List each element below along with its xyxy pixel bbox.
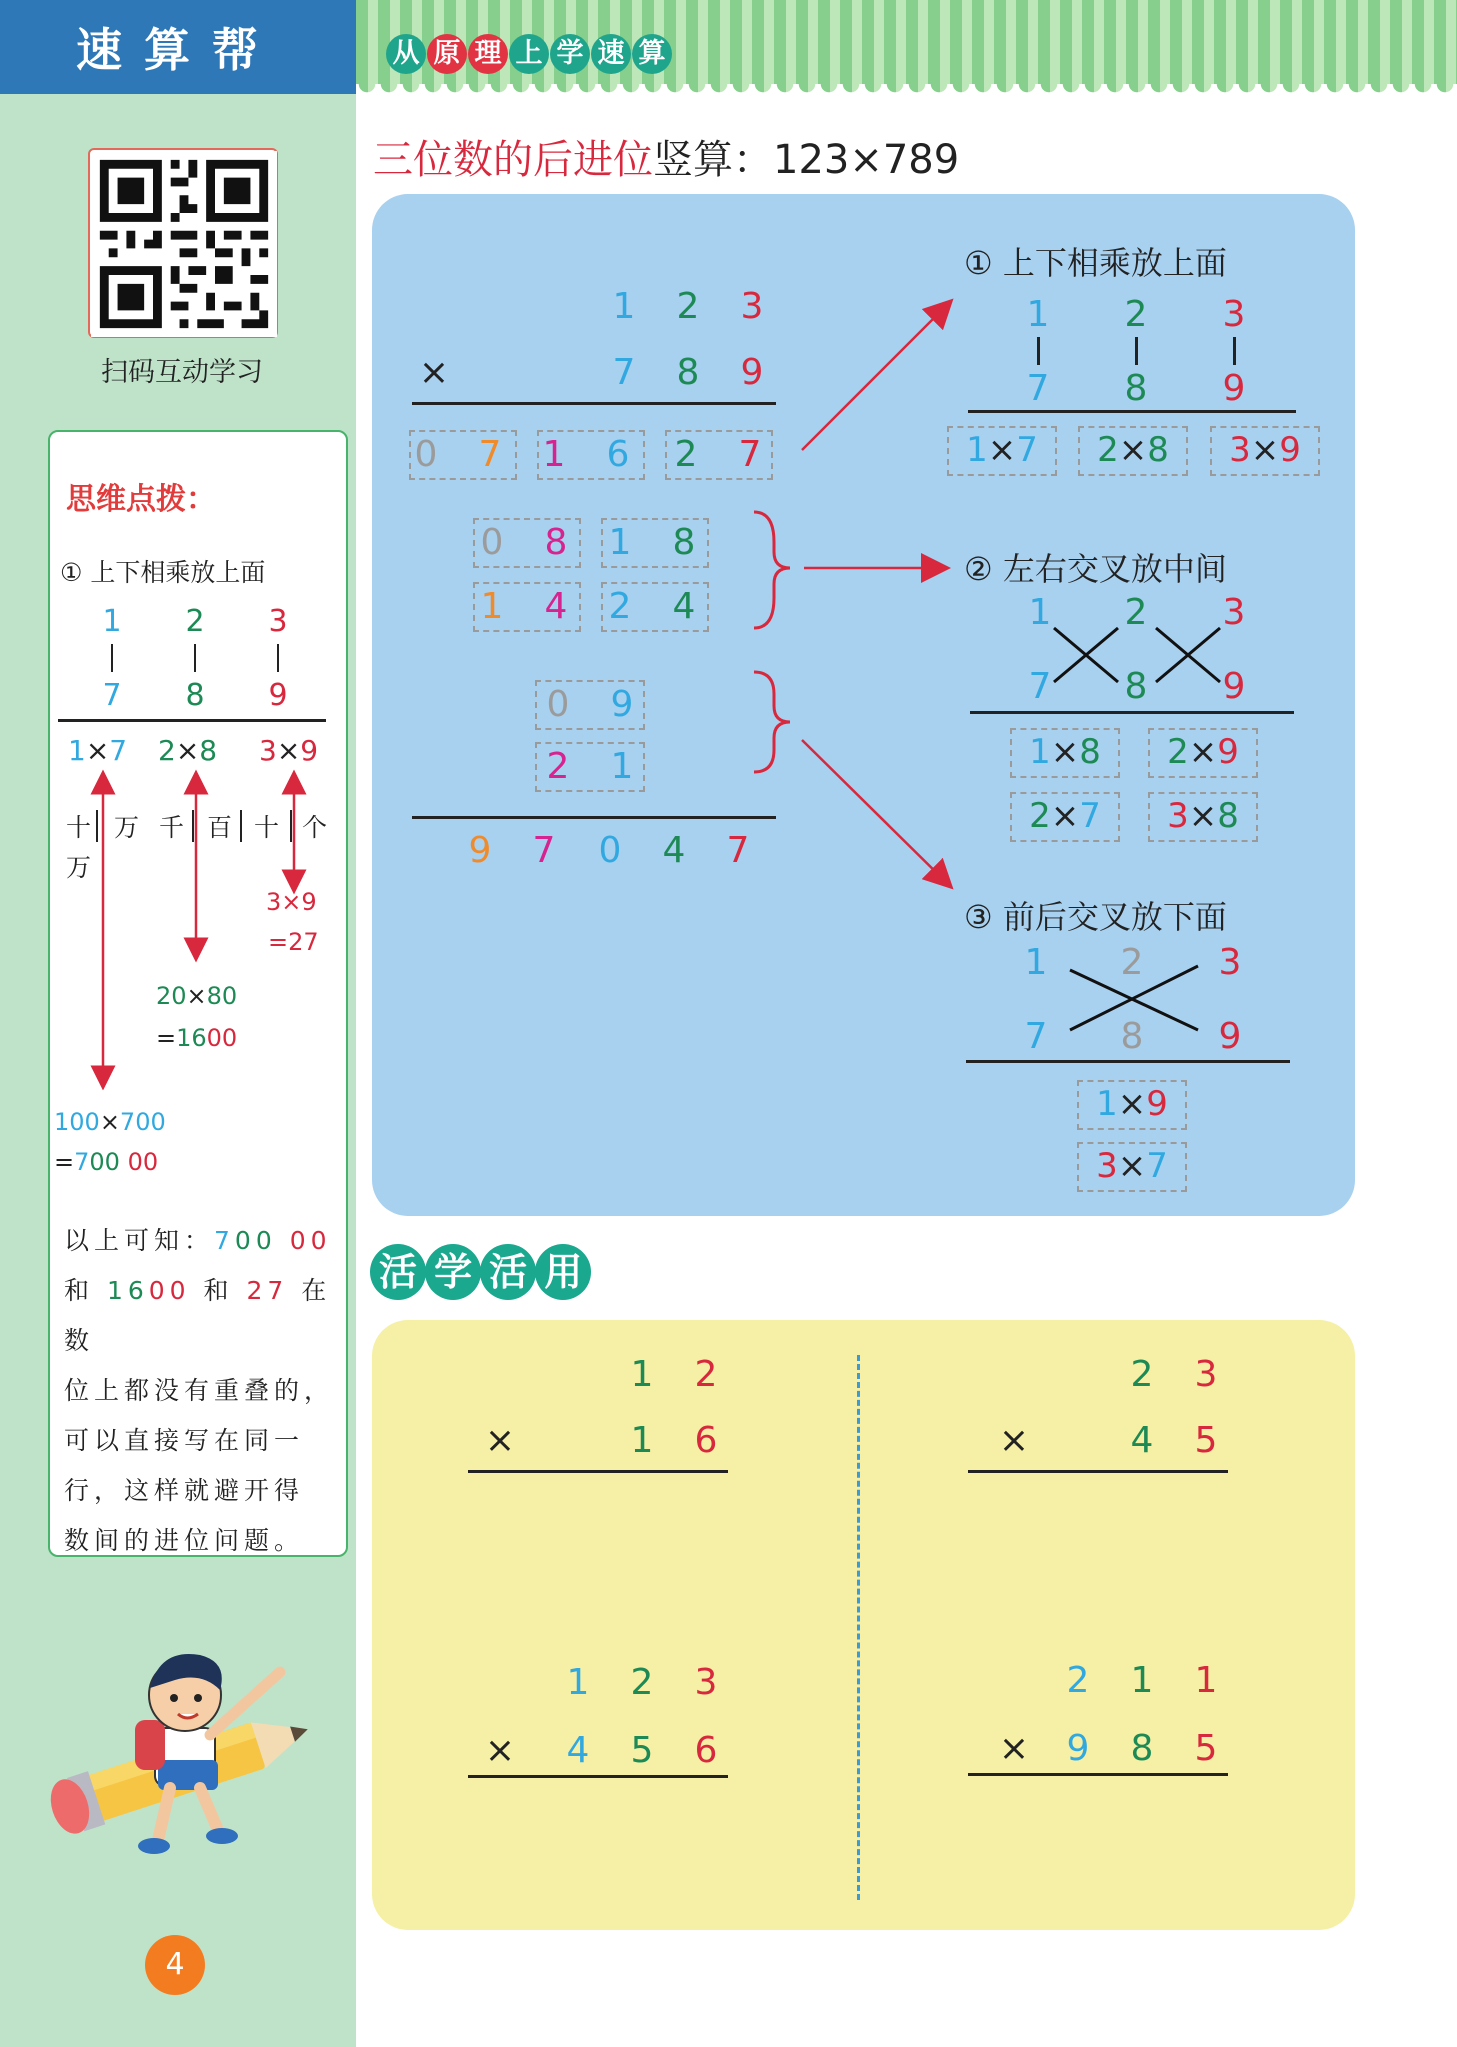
place-label: 万 <box>114 813 140 842</box>
problem-digit: 5 <box>1194 1420 1218 1461</box>
calc-ten-thousands: =700 00 <box>54 1148 159 1176</box>
answer-line <box>468 1470 728 1473</box>
tip-product: 2×8 <box>158 734 218 767</box>
product-digit: 2 <box>674 434 698 475</box>
practice-panel <box>372 1320 1355 1930</box>
top-digit: 3 <box>740 286 764 327</box>
answer-line <box>468 1775 728 1778</box>
product-digit: 1 <box>610 746 634 787</box>
product-digit: 7 <box>478 434 502 475</box>
problem-digit: 2 <box>1130 1354 1154 1395</box>
practice-title-char: 活 <box>480 1244 536 1300</box>
calc-units: =27 <box>268 928 319 956</box>
step-digit: 7 <box>1028 666 1052 707</box>
product-digit: 1 <box>480 586 504 627</box>
qr-code-icon <box>91 151 277 337</box>
header-scallop <box>356 84 1457 98</box>
practice-title <box>370 1244 585 1300</box>
slogan-char: 从 <box>386 34 426 74</box>
conclusion-line: 行，这样就避开得 <box>64 1476 305 1505</box>
step-digit: 3 <box>1222 294 1246 335</box>
tip-product: 1×7 <box>68 734 128 767</box>
problem-digit: 5 <box>1194 1728 1218 1769</box>
step3-heading: ③ 前后交叉放下面 <box>964 898 1227 936</box>
divider-line <box>968 410 1296 413</box>
product-box: 3×7 <box>1077 1142 1187 1192</box>
times-sign: × <box>998 1728 1030 1769</box>
problem-digit: 3 <box>1194 1354 1218 1395</box>
tip-top-digit: 3 <box>268 604 288 639</box>
problem-digit: 2 <box>694 1354 718 1395</box>
divider-line <box>58 719 326 722</box>
step-digit: 9 <box>1218 1016 1242 1057</box>
product-digit: 0 <box>414 434 438 475</box>
boy-on-pencil-illustration <box>50 1610 340 1870</box>
conclusion-text <box>64 1216 346 1566</box>
product-digit: 9 <box>610 684 634 725</box>
top-digit: 2 <box>676 286 700 327</box>
slogan-char: 学 <box>550 34 590 74</box>
connector <box>1135 337 1138 365</box>
problem-digit: 9 <box>1066 1728 1090 1769</box>
problem-digit: 2 <box>1066 1660 1090 1701</box>
product-box: 1×7 <box>947 426 1057 476</box>
product-digit: 7 <box>738 434 762 475</box>
practice-title-char: 用 <box>535 1244 591 1300</box>
connector <box>1037 337 1040 365</box>
product-box: 1×9 <box>1077 1080 1187 1130</box>
step-digit: 3 <box>1218 942 1242 983</box>
result-digit: 7 <box>532 830 556 871</box>
problem-digit: 1 <box>1130 1660 1154 1701</box>
cross-lines <box>1060 960 1210 1040</box>
conclusion-line: 和 1600 和 27 在数 <box>64 1276 332 1355</box>
problem-digit: 6 <box>694 1420 718 1461</box>
step-digit: 7 <box>1024 1016 1048 1057</box>
conclusion-line: 可以直接写在同一 <box>64 1426 305 1455</box>
place-label: 百 <box>207 813 233 842</box>
step-digit: 2 <box>1124 294 1148 335</box>
place-label: 十 <box>254 813 280 842</box>
product-digit: 4 <box>544 586 568 627</box>
place-label: 个 <box>302 813 328 842</box>
step-digit: 3 <box>1222 592 1246 633</box>
product-box: 2×9 <box>1148 728 1258 778</box>
place-label: 万 <box>66 853 92 882</box>
problem-digit: 4 <box>566 1730 590 1771</box>
calc-ten-thousands: 100×700 <box>54 1108 166 1136</box>
step-digit: 2 <box>1124 592 1148 633</box>
slogan-char: 上 <box>509 34 549 74</box>
bottom-digit: 9 <box>740 352 764 393</box>
product-digit: 4 <box>672 586 696 627</box>
product-digit: 8 <box>544 522 568 563</box>
tip-product: 3×9 <box>259 734 319 767</box>
product-digit: 0 <box>480 522 504 563</box>
product-digit: 8 <box>672 522 696 563</box>
times-sign: × <box>484 1730 516 1771</box>
product-digit: 1 <box>608 522 632 563</box>
problem-digit: 1 <box>630 1420 654 1461</box>
connector <box>111 644 113 672</box>
practice-title-char: 活 <box>370 1244 426 1300</box>
step-digit: 9 <box>1222 368 1246 409</box>
answer-line <box>968 1773 1228 1776</box>
conclusion-line: 位上都没有重叠的， <box>64 1376 335 1405</box>
product-box: 1×8 <box>1010 728 1120 778</box>
product-box: 2×7 <box>1010 792 1120 842</box>
connector <box>277 644 279 672</box>
product-digit: 0 <box>546 684 570 725</box>
divider-line <box>412 816 776 819</box>
practice-title-char: 学 <box>425 1244 481 1300</box>
brand-title: 速算帮 <box>76 23 280 77</box>
qr-label: 扫码互动学习 <box>101 357 263 388</box>
problem-digit: 1 <box>630 1354 654 1395</box>
problem-digit: 6 <box>694 1730 718 1771</box>
slogan-char: 算 <box>632 34 672 74</box>
product-box: 2×8 <box>1078 426 1188 476</box>
cross-lines <box>1040 620 1240 690</box>
connector <box>1233 337 1236 365</box>
times-sign: × <box>484 1420 516 1461</box>
product-digit: 1 <box>542 434 566 475</box>
step-digit: 8 <box>1120 1016 1144 1057</box>
result-digit: 4 <box>662 830 686 871</box>
calc-hundreds: =1600 <box>156 1024 238 1052</box>
step-digit: 8 <box>1124 368 1148 409</box>
conclusion-line: 以上可知：700 00 <box>64 1226 332 1255</box>
problem-digit: 4 <box>1130 1420 1154 1461</box>
product-box: 3×9 <box>1210 426 1320 476</box>
slogan-char: 理 <box>468 34 508 74</box>
tip-bottom-digit: 9 <box>268 678 288 713</box>
result-digit: 0 <box>598 830 622 871</box>
problem-digit: 2 <box>630 1662 654 1703</box>
calc-hundreds: 20×80 <box>156 982 238 1010</box>
page-title: 三位数的后进位竖算：123×789 <box>373 137 960 183</box>
qr-code[interactable] <box>88 148 278 338</box>
calc-units: 3×9 <box>266 888 317 916</box>
worked-arrows <box>740 280 980 900</box>
step-digit: 2 <box>1120 942 1144 983</box>
connector <box>194 644 196 672</box>
practice-divider <box>857 1355 860 1900</box>
tip-top-digit: 2 <box>185 604 205 639</box>
tips-title: 思维点拨： <box>66 482 216 517</box>
step-digit: 1 <box>1024 942 1048 983</box>
bottom-digit: 7 <box>612 352 636 393</box>
tip-bottom-digit: 8 <box>185 678 205 713</box>
tips-step1: ① 上下相乘放上面 <box>60 558 266 587</box>
step2-heading: ② 左右交叉放中间 <box>964 550 1227 588</box>
divider-line <box>966 1060 1290 1063</box>
product-digit: 2 <box>546 746 570 787</box>
times-sign: × <box>998 1420 1030 1461</box>
step-digit: 1 <box>1026 294 1050 335</box>
problem-digit: 5 <box>630 1730 654 1771</box>
slogan-char: 速 <box>591 34 631 74</box>
result-digit: 9 <box>468 830 492 871</box>
product-digit: 6 <box>606 434 630 475</box>
problem-digit: 3 <box>694 1662 718 1703</box>
top-digit: 1 <box>612 286 636 327</box>
page-number: 4 <box>145 1935 205 1995</box>
product-box: 3×8 <box>1148 792 1258 842</box>
step-digit: 7 <box>1026 368 1050 409</box>
tip-top-digit: 1 <box>102 604 122 639</box>
slogan-char: 原 <box>427 34 467 74</box>
problem-digit: 8 <box>1130 1728 1154 1769</box>
place-label: 十 <box>66 813 92 842</box>
bottom-digit: 8 <box>676 352 700 393</box>
place-label: 千 <box>159 813 185 842</box>
slogan <box>386 34 672 74</box>
divider-line <box>412 402 776 405</box>
step-digit: 8 <box>1124 666 1148 707</box>
tip-bottom-digit: 7 <box>102 678 122 713</box>
divider-line <box>970 711 1294 714</box>
conclusion-line: 数间的进位问题。 <box>64 1526 305 1555</box>
step1-heading: ① 上下相乘放上面 <box>964 244 1227 282</box>
answer-line <box>968 1470 1228 1473</box>
step-digit: 9 <box>1222 666 1246 707</box>
problem-digit: 1 <box>1194 1660 1218 1701</box>
result-digit: 7 <box>726 830 750 871</box>
problem-digit: 1 <box>566 1662 590 1703</box>
product-digit: 2 <box>608 586 632 627</box>
times-sign: × <box>418 352 450 393</box>
step-digit: 1 <box>1028 592 1052 633</box>
